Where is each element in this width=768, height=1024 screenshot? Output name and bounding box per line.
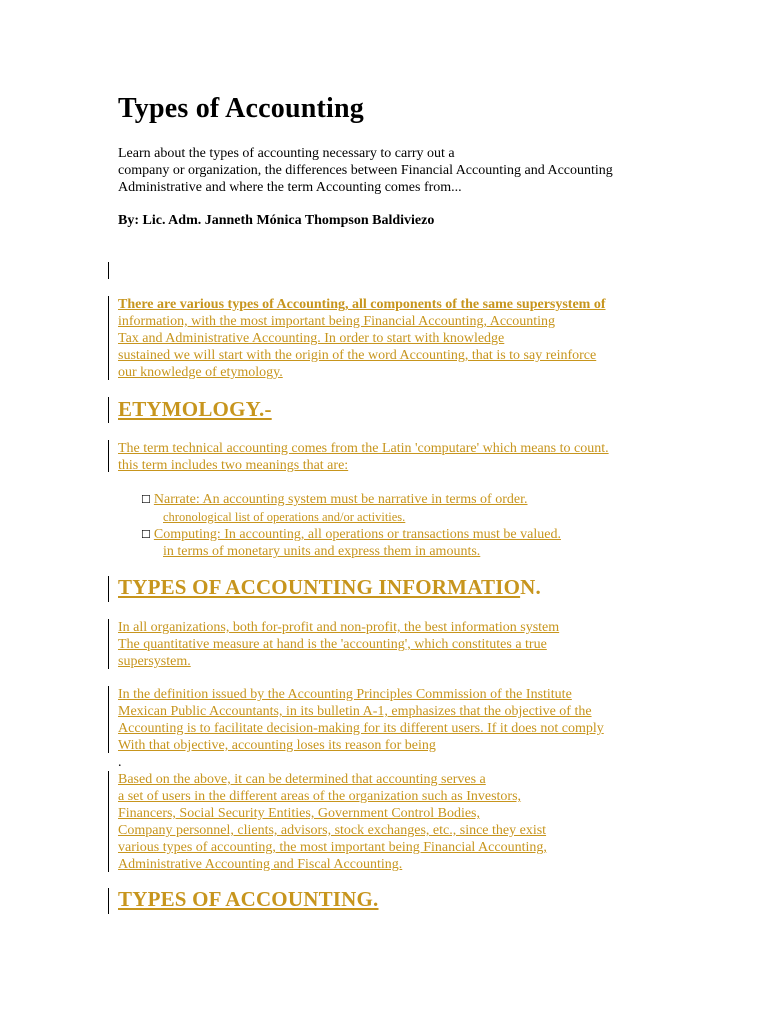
- section-heading-information[interactable]: TYPES OF ACCOUNTING INFORMATION.: [118, 575, 541, 599]
- link-line[interactable]: Mexican Public Accountants, in its bulletin A-1, emphasizes that the objective of the: [118, 704, 592, 719]
- list-item-narrate-detail[interactable]: chronological list of operations and/or activities.: [163, 510, 406, 524]
- intro-line: company or organization, the differences between Financial Accounting and Accounting: [118, 163, 613, 178]
- list-item-computing[interactable]: ☐ Computing: In accounting, all operations or transactions must be valued.: [141, 527, 561, 542]
- link-line[interactable]: sustained we will start with the origin of the word Accounting, that is to say reinforce: [118, 348, 597, 363]
- margin-bar: [108, 397, 109, 423]
- missing-glyph-box-icon: ☐: [141, 529, 151, 541]
- text-cursor-mark: [108, 262, 109, 279]
- link-line[interactable]: Based on the above, it can be determined that accounting serves a: [118, 772, 486, 787]
- list-item-computing-detail[interactable]: in terms of monetary units and express them in amounts.: [163, 544, 481, 559]
- definition-paragraph[interactable]: [118, 686, 604, 771]
- link-line[interactable]: our knowledge of etymology.: [118, 365, 283, 380]
- link-line[interactable]: The term technical accounting comes from the Latin 'computare' which means to count.: [118, 441, 609, 456]
- link-line[interactable]: Administrative Accounting and Fiscal Accounting.: [118, 857, 403, 872]
- margin-bar: [108, 771, 109, 872]
- link-line[interactable]: Financers, Social Security Entities, Government Control Bodies,: [118, 806, 480, 821]
- link-line[interactable]: various types of accounting, the most important being Financial Accounting,: [118, 840, 547, 855]
- link-line[interactable]: information, with the most important being Financial Accounting, Accounting: [118, 314, 556, 329]
- section-heading-types[interactable]: TYPES OF ACCOUNTING.: [118, 887, 379, 911]
- link-line[interactable]: There are various types of Accounting, all components of the same supersystem of: [118, 297, 606, 312]
- intro-line: Learn about the types of accounting necessary to carry out a: [118, 146, 455, 161]
- link-line[interactable]: The quantitative measure at hand is the 'accounting', which constitutes a true: [118, 637, 547, 652]
- link-line[interactable]: a set of users in the different areas of the organization such as Investors,: [118, 789, 522, 804]
- period: .: [118, 755, 122, 770]
- link-line[interactable]: Accounting is to facilitate decision-making for its different users. If it does not comply: [118, 721, 604, 736]
- margin-bar: [108, 888, 109, 914]
- link-line[interactable]: supersystem.: [118, 654, 191, 669]
- missing-glyph-box-icon: ☐: [141, 494, 151, 506]
- etymology-paragraph[interactable]: [118, 440, 609, 474]
- page-title: Types of Accounting: [118, 93, 364, 124]
- intro-line: Administrative and where the term Accounting comes from...: [118, 180, 462, 195]
- margin-bar: [108, 686, 109, 753]
- link-line[interactable]: In the definition issued by the Accounting Principles Commission of the Institute: [118, 687, 572, 702]
- author-byline: By: Lic. Adm. Janneth Mónica Thompson Baldiviezo: [118, 213, 435, 228]
- intro-link-paragraph[interactable]: [118, 296, 606, 381]
- link-line[interactable]: Tax and Administrative Accounting. In order to start with knowledge: [118, 331, 505, 346]
- link-line[interactable]: In all organizations, both for-profit and non-profit, the best information system: [118, 620, 560, 635]
- link-line[interactable]: With that objective, accounting loses its reason for being: [118, 738, 436, 753]
- heading-suffix: N.: [520, 575, 541, 599]
- margin-bar: [108, 296, 109, 380]
- margin-bar: [108, 576, 109, 602]
- intro-paragraph: [118, 145, 678, 196]
- margin-bar: [108, 619, 109, 669]
- margin-bar: [108, 440, 109, 472]
- list-item-narrate[interactable]: ☐ Narrate: An accounting system must be narrative in terms of order.: [141, 492, 528, 507]
- information-paragraph[interactable]: [118, 619, 559, 670]
- section-heading-etymology[interactable]: ETYMOLOGY.-: [118, 397, 272, 421]
- link-line[interactable]: this term includes two meanings that are:: [118, 458, 349, 473]
- users-paragraph[interactable]: [118, 771, 547, 873]
- link-line[interactable]: Company personnel, clients, advisors, stock exchanges, etc., since they exist: [118, 823, 547, 838]
